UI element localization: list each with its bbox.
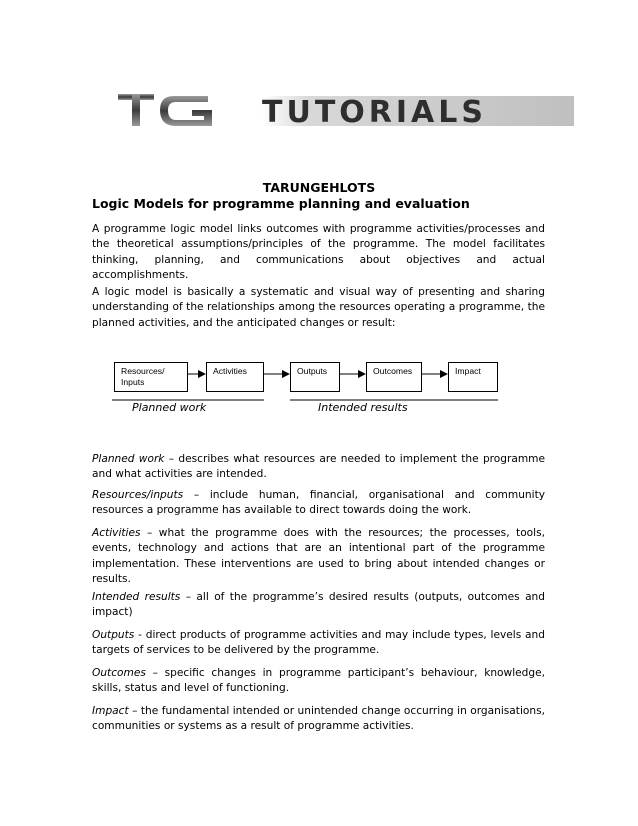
definition-term: Impact bbox=[92, 705, 129, 717]
definition-term: Intended results bbox=[92, 591, 181, 603]
definition-text: specific changes in programme participant’s behaviour, knowledge, skills, status and level of functioning. bbox=[92, 667, 545, 695]
definition-resources-inputs bbox=[92, 488, 545, 519]
logo-graphic bbox=[112, 88, 574, 132]
diagram-box-resources: Resources/ Inputs bbox=[114, 362, 188, 392]
definition-outcomes bbox=[92, 666, 545, 697]
definition-intended-results bbox=[92, 590, 545, 621]
definition-text: describes what resources are needed to implement the programme and what activities are intended. bbox=[92, 453, 545, 481]
definition-text: what the programme does with the resources; the processes, tools, events, technology and actions that are an intentional part of the programme implementation. These interventions are used to bring about intended changes or results. bbox=[92, 527, 545, 585]
diagram-box-outcomes: Outcomes bbox=[366, 362, 422, 392]
diagram-box-impact: Impact bbox=[448, 362, 498, 392]
definition-activities bbox=[92, 526, 545, 587]
page-title: Logic Models for programme planning and evaluation bbox=[92, 196, 470, 211]
definition-text: the fundamental intended or unintended change occurring in organisations, communities or systems as a result of programme activities. bbox=[92, 705, 545, 733]
definition-term: Planned work bbox=[92, 453, 165, 465]
definition-impact bbox=[92, 704, 545, 735]
definition-separator: – bbox=[180, 591, 197, 603]
definition-outputs bbox=[92, 628, 545, 659]
intro-paragraph-2: A logic model is basically a systematic and visual way of presenting and sharing understanding of the relationships among the resources operating a programme, the planned activities, and the anticipated changes or result: bbox=[92, 286, 545, 329]
group-label-intended-results: Intended results bbox=[318, 401, 408, 414]
definition-separator: – bbox=[145, 667, 165, 679]
definition-term: Resources/inputs bbox=[92, 489, 184, 501]
definition-text: all of the programme’s desired results (outputs, outcomes and impact) bbox=[92, 591, 545, 619]
definition-term: Activities bbox=[92, 527, 141, 539]
definition-separator: - bbox=[134, 629, 146, 641]
intro-paragraph-1: A programme logic model links outcomes with programme activities/processes and the theoretical assumptions/principles of the programme. The model facilitates thinking, planning, and communications about objectives and actual accomplishments. bbox=[92, 223, 545, 281]
definition-separator: – bbox=[183, 489, 210, 501]
definition-separator: – bbox=[164, 453, 179, 465]
definition-text: direct products of programme activities and may include types, levels and targets of services to be delivered by the programme. bbox=[92, 629, 545, 657]
definition-separator: – bbox=[128, 705, 141, 717]
definition-text: include human, financial, organisational and community resources a programme has available to direct towards doing the work. bbox=[92, 489, 545, 517]
author-heading: TARUNGEHLOTS bbox=[262, 180, 376, 195]
tg-tutorials-logo bbox=[112, 88, 574, 132]
logo-wordmark: TUTORIALS bbox=[262, 95, 487, 130]
definition-planned-work bbox=[92, 452, 545, 483]
definition-term: Outputs bbox=[92, 629, 135, 641]
definition-separator: – bbox=[140, 527, 159, 539]
definition-term: Outcomes bbox=[92, 667, 146, 679]
group-label-planned-work: Planned work bbox=[132, 401, 207, 414]
diagram-box-outputs: Outputs bbox=[290, 362, 340, 392]
diagram-box-activities: Activities bbox=[206, 362, 264, 392]
